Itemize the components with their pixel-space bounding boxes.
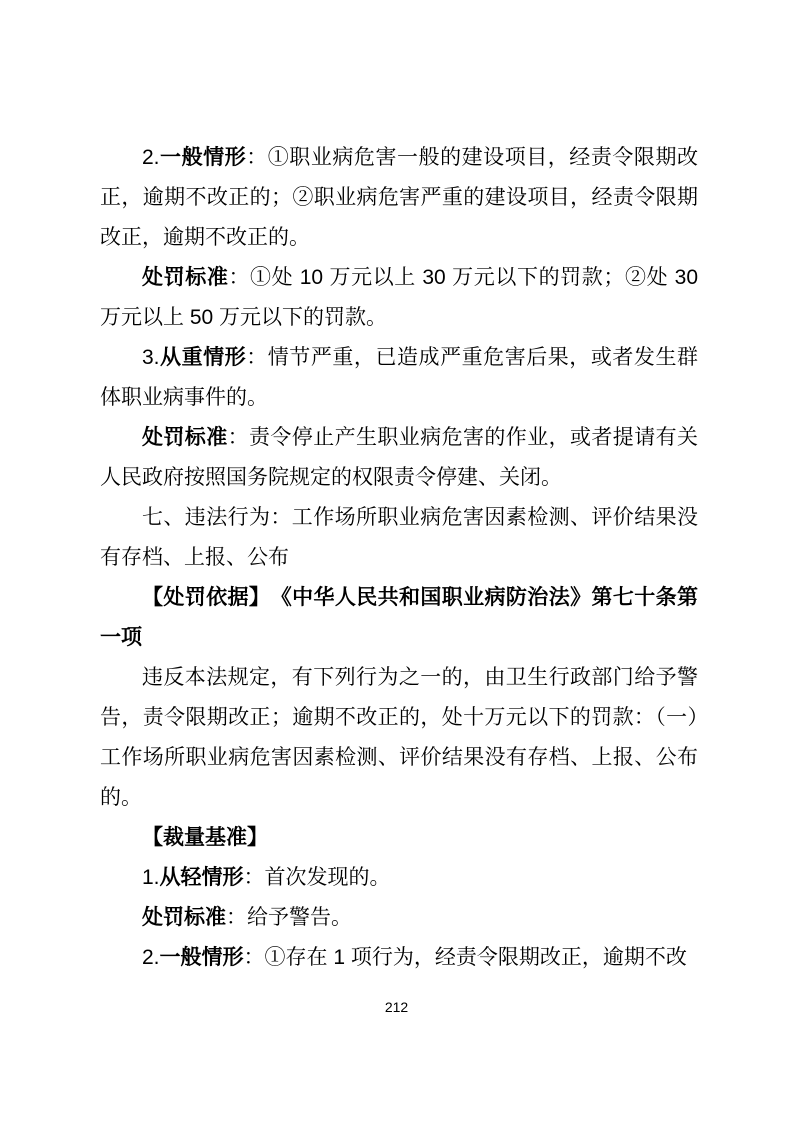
page-footer xyxy=(0,997,793,1017)
text-run: ：责令停止产生职业病危害的作业，或者提请有关人民政府按照国务院规定的权限责令停建、关闭。 xyxy=(100,426,699,489)
text-run: 七、违法行为：工作场所职业病危害因素检测、评价结果没有存档、上报、公布 xyxy=(100,506,698,569)
paragraph xyxy=(100,938,698,978)
paragraph xyxy=(100,858,698,898)
paragraph xyxy=(100,138,698,258)
paragraph xyxy=(100,338,698,418)
text-run: 违反本法规定，有下列行为之一的，由卫生行政部门给予警告，责令限期改正；逾期不改正的，处十万元以下的罚款：（一）工作场所职业病危害因素检测、评价结果没有存档、上报、公布的。 xyxy=(100,666,698,809)
paragraph xyxy=(100,498,698,578)
text-run-bold: 从轻情形 xyxy=(159,866,244,889)
paragraph xyxy=(100,658,698,818)
text-run: 1. xyxy=(142,866,160,889)
paragraph xyxy=(100,418,698,498)
text-run: 2. xyxy=(142,146,160,169)
text-run-bold: 一般情形 xyxy=(159,146,247,169)
text-run: ：给予警告。 xyxy=(226,906,352,929)
paragraph xyxy=(100,898,698,938)
text-run: 2. xyxy=(142,946,160,969)
text-run-bold: 一般情形 xyxy=(159,946,244,969)
text-run-bold: 处罚标准 xyxy=(142,266,229,289)
text-run-bold: 【裁量基准】 xyxy=(142,826,268,849)
text-run: 3. xyxy=(142,346,160,369)
document-body xyxy=(100,138,698,978)
text-run: ：首次发现的。 xyxy=(243,866,391,889)
paragraph xyxy=(100,578,698,658)
text-run-bold: 处罚标准 xyxy=(142,906,226,929)
text-run-bold: 从重情形 xyxy=(159,346,247,369)
text-run: ：情节严重，已造成严重危害后果，或者发生群体职业病事件的。 xyxy=(100,346,699,409)
text-run-bold: 处罚标准 xyxy=(142,426,228,449)
text-run: ：①职业病危害一般的建设项目，经责令限期改正，逾期不改正的；②职业病危害严重的建设项目，经责令限期改正，逾期不改正的。 xyxy=(100,146,699,249)
text-run-bold: 【处罚依据】 《中华人民共和国职业病防治法》第七十条第一项 xyxy=(100,586,698,649)
text-run: ：①存在 1 项行为，经责令限期改正，逾期不改 xyxy=(243,946,687,969)
paragraph xyxy=(100,818,698,858)
paragraph xyxy=(100,258,698,338)
page-number: 212 xyxy=(384,999,409,1015)
text-run: ：①处 10 万元以上 30 万元以下的罚款；②处 30 万元以上 50 万元以下的罚款。 xyxy=(100,266,699,329)
